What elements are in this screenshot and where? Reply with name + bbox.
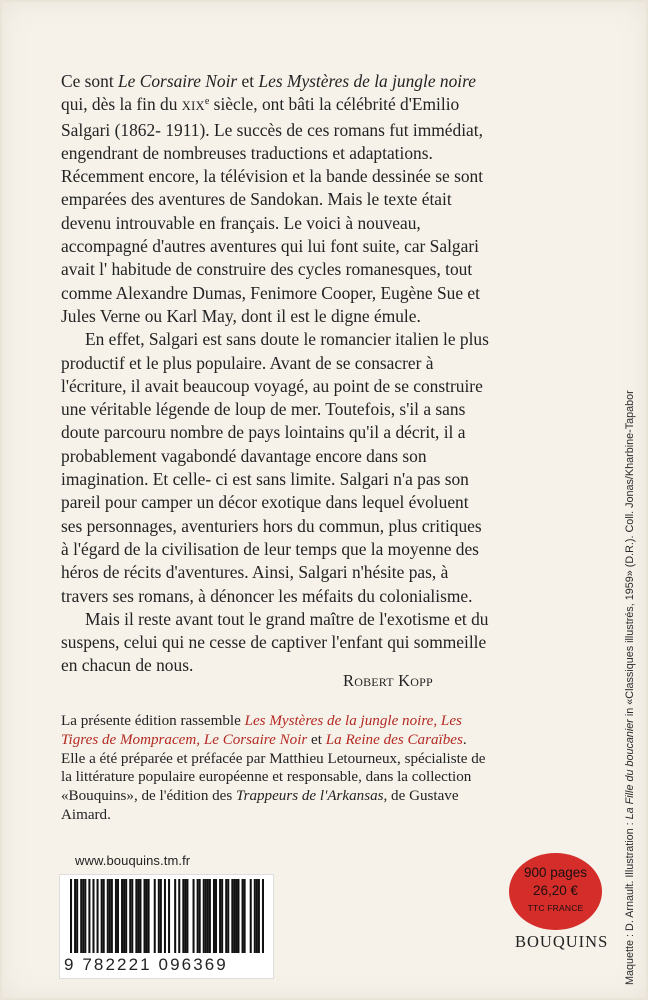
book-title: Les Mystères de la jungle noire [258, 71, 476, 91]
barcode-bar [193, 879, 195, 953]
barcode-bar [219, 879, 221, 953]
barcode-bar [84, 879, 86, 953]
barcode-bar [109, 879, 111, 953]
barcode-bar [203, 879, 205, 953]
barcode-bar [233, 879, 235, 953]
barcode-bar [242, 879, 244, 953]
barcode-bar [123, 879, 125, 953]
barcode-bar [82, 879, 84, 953]
barcode-bar [117, 879, 119, 953]
barcode-bar [235, 879, 237, 953]
barcode-bar [164, 879, 166, 953]
text-run: . Elle a été préparée et préfacée par Matthieu Letourneux, spécialiste de la littérature populaire européenne et responsable, dans la collection «Bouquins», de l'édition des [61, 731, 486, 805]
text-run: Ce sont [61, 71, 119, 91]
price-amount: 26,20 € [532, 883, 579, 898]
barcode-bars [70, 879, 264, 953]
isbn-number: 9 782221 096369 [64, 955, 228, 974]
barcode-bar [139, 879, 141, 953]
text-run: Maquette : D. Arnault. Illustration : [624, 819, 636, 985]
barcode-bar [256, 879, 258, 953]
blurb-text [61, 70, 489, 678]
barcode-bar [97, 879, 99, 953]
text-run: siècle, ont bâti la célébrité d'Emilio Salgari (1862- 1911). Le succès de ces romans fut immédiat, engendrant de nombreuses traductions et adaptations. Récemment encore, la télévision et la bande dessinée se sont emparées des aventures de Sandokan. Mais le texte était devenu introuvable en français. Le voici à nouveau, accompagné d'autres aventures qui lui font suite, car Salgari avait l' habitude de construire des cycles romanesques, tout comme Alexandre Dumas, Fenimore Cooper, Eugène Sue et Jules Verne ou Karl May, dont il est le digne émule. [61, 94, 484, 326]
barcode-bar [258, 879, 260, 953]
book-title: La Reine des Caraïbes [325, 731, 463, 748]
barcode-bar [107, 879, 109, 953]
barcode-bar [88, 879, 90, 953]
publisher-logo: BOUQUINS [515, 932, 609, 951]
text-run: qui, dès la fin du [61, 94, 182, 115]
paragraph-1 [61, 70, 489, 328]
barcode-bar [115, 879, 117, 953]
barcode-bar [125, 879, 127, 953]
publisher-website: www.bouquins.tm.fr [75, 853, 191, 868]
barcode-bar [92, 879, 94, 953]
barcode-bar [213, 879, 215, 953]
price-tax-label: TTC FRANCE [527, 903, 584, 913]
barcode-bar [254, 879, 256, 953]
barcode-bar [80, 879, 82, 953]
barcode-bar [148, 879, 150, 953]
barcode-bar [168, 879, 170, 953]
barcode-bar [111, 879, 113, 953]
barcode-bar [131, 879, 133, 953]
barcode-bar [231, 879, 233, 953]
text-run: , de Gustave Aimard. [61, 788, 459, 823]
paragraph-3: Mais il reste avant tout le grand maître de l'exotisme et du suspens, celui qui ne cesse de captiver l'enfant qui sommeille en chacun de nous. [61, 608, 489, 676]
barcode-bar [186, 879, 188, 953]
barcode-bar [135, 879, 137, 953]
text-run: La présente édition rassemble [61, 713, 245, 729]
century-numeral: XIX [181, 99, 205, 114]
barcode-bar [209, 879, 211, 953]
barcode-bar [121, 879, 123, 953]
barcode-bar [207, 879, 209, 953]
barcode-bar [237, 879, 239, 953]
barcode-bar [174, 879, 176, 953]
price-badge [509, 853, 602, 930]
book-title: Les Tigres de Mompracem, [61, 713, 462, 748]
book-title: Trappeurs de l'Arkansas [236, 788, 384, 805]
barcode-bar [250, 879, 252, 953]
barcode-bar [244, 879, 246, 953]
barcode-bar [70, 879, 72, 953]
barcode-bar [225, 879, 227, 953]
illustration-title: La Fille du boucanier [624, 719, 636, 820]
barcode-bar [154, 879, 156, 953]
cover-credit [624, 55, 636, 985]
page-count: 900 pages [523, 865, 588, 880]
paragraph-2: En effet, Salgari est sans doute le romancier italien le plus productif et le plus populaire. Avant de se consacrer à l'écriture, il avait beaucoup voyagé, au point de se construire une véritable légende de loup de mer. Toutefois, s'il a sans doute parcouru nombre de pays lointains qu'il a décrit, il a probablement vagabondé davantage encore dans son imagination. Et celle- ci est sans limite. Salgari n'a pas son pareil pour camper un décor exotique dans lequel évoluent ses personnages, aventuriers hors du commun, plus critiques à l'égard de la civilisation de leur temps que la moyenne des héros de récits d'aventures. Ainsi, Salgari n'hésite pas, à travers ses romans, à dénoncer les méfaits du colonialisme. [61, 329, 489, 606]
barcode-bar [146, 879, 148, 953]
isbn-barcode [59, 874, 274, 979]
edition-note [61, 712, 493, 825]
barcode-bar [197, 879, 199, 953]
text-run: et [237, 71, 259, 91]
barcode-bar [76, 879, 78, 953]
book-title: Le Corsaire Noir [118, 71, 238, 91]
barcode-bar [199, 879, 201, 953]
barcode-bar [205, 879, 207, 953]
barcode-bar [137, 879, 139, 953]
book-title: Le Corsaire Noir [203, 731, 308, 748]
barcode-bar [101, 879, 103, 953]
barcode-bar [74, 879, 76, 953]
century-superscript: e [204, 96, 210, 108]
barcode-bar [160, 879, 162, 953]
barcode-bar [103, 879, 105, 953]
barcode-bar [182, 879, 184, 953]
barcode-bar [158, 879, 160, 953]
barcode-bar [215, 879, 217, 953]
author-signature: Robert Kopp [343, 671, 433, 690]
text-run: et [307, 731, 326, 748]
barcode-bar [227, 879, 229, 953]
barcode-bar [221, 879, 223, 953]
book-title: Les Mystères de la jungle noire, [244, 713, 438, 729]
barcode-bar [144, 879, 146, 953]
text-run: in «Classiques illustrés, 1959» (D.R.). Coll. Jonas/Kharbine-Tapabor [624, 390, 636, 720]
barcode-bar [262, 879, 264, 953]
barcode-bar [184, 879, 186, 953]
barcode-bar [129, 879, 131, 953]
barcode-bar [178, 879, 180, 953]
